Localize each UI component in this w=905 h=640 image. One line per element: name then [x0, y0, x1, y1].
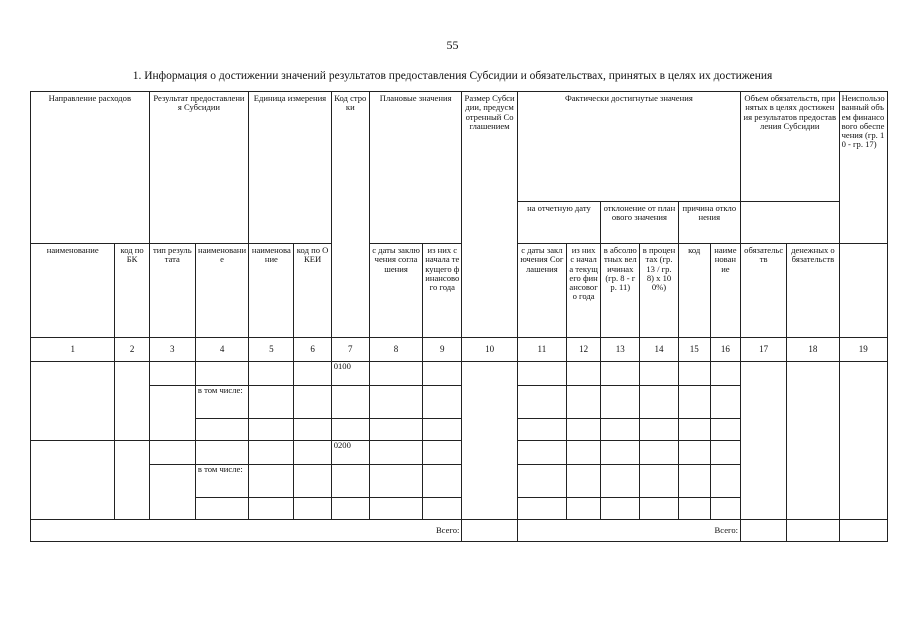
total-label-right: Всего:	[517, 520, 740, 542]
header-actual: Фактически достигнутые значения	[517, 92, 740, 202]
actual-current-year-cell[interactable]	[567, 386, 601, 419]
column-number: 14	[640, 338, 678, 362]
total-monetary-obligations-cell[interactable]	[787, 520, 839, 542]
header-unused: Неиспользованный объем финансового обеспечения (гр. 10 - гр. 17)	[839, 92, 887, 244]
total-label-left: Всего:	[31, 520, 462, 542]
unit-name-cell[interactable]	[249, 386, 294, 419]
result-type-cell[interactable]	[149, 386, 195, 441]
column-number: 4	[195, 338, 248, 362]
page-number: 55	[446, 38, 459, 52]
including-label: в том числе:	[195, 386, 248, 419]
total-subsidy-cell[interactable]	[462, 520, 517, 542]
totals-row	[31, 520, 888, 542]
planned-current-year-cell[interactable]	[423, 419, 462, 441]
actual-current-year-cell[interactable]	[567, 465, 601, 498]
line-code-cell[interactable]	[331, 465, 369, 498]
header-line-code: Код строки	[331, 92, 369, 338]
direction-name-cell[interactable]	[31, 362, 115, 441]
unused-amount-cell[interactable]	[839, 362, 887, 520]
unit-name-cell[interactable]	[249, 465, 294, 498]
okei-code-cell[interactable]	[294, 441, 331, 465]
line-code-cell: 0200	[331, 441, 369, 465]
column-number: 3	[149, 338, 195, 362]
reason-code-cell[interactable]	[678, 386, 710, 419]
total-unused-cell[interactable]	[839, 520, 887, 542]
planned-current-year-cell[interactable]	[423, 465, 462, 498]
deviation-percent-cell[interactable]	[640, 419, 678, 441]
planned-since-agreement-cell[interactable]	[369, 419, 422, 441]
column-number: 17	[741, 338, 787, 362]
planned-since-agreement-cell[interactable]	[369, 465, 422, 498]
subheader-col-3: тип результата	[149, 244, 195, 338]
unit-name-cell[interactable]	[249, 419, 294, 441]
column-number: 5	[249, 338, 294, 362]
subheader-col-9: из них с начала текущего финансового года	[423, 244, 462, 338]
reason-code-cell[interactable]	[678, 362, 710, 386]
header-reporting-date: на отчетную дату	[517, 202, 600, 244]
header-planned: Плановые значения	[369, 92, 462, 244]
header-row-columns	[31, 244, 888, 338]
deviation-absolute-cell[interactable]	[601, 419, 640, 441]
line-code-cell[interactable]	[331, 498, 369, 520]
deviation-percent-cell[interactable]	[640, 386, 678, 419]
actual-since-agreement-cell[interactable]	[517, 465, 566, 498]
subheader-col-17: обязательств	[741, 244, 787, 338]
column-number: 11	[517, 338, 566, 362]
column-number: 2	[115, 338, 149, 362]
reason-name-cell[interactable]	[710, 362, 740, 386]
planned-current-year-cell[interactable]	[423, 498, 462, 520]
okei-code-cell[interactable]	[294, 386, 331, 419]
okei-code-cell[interactable]	[294, 498, 331, 520]
subheader-col-15: код	[678, 244, 710, 338]
subheader-col-19	[839, 244, 887, 338]
result-name-cell[interactable]	[195, 362, 248, 386]
result-type-cell[interactable]	[149, 441, 195, 465]
deviation-percent-cell[interactable]	[640, 465, 678, 498]
subheader-col-1: наименование	[31, 244, 115, 338]
header-reason: причина отклонения	[678, 202, 740, 244]
header-row-main	[31, 92, 888, 202]
subheader-col-16: наименование	[710, 244, 740, 338]
line-code-cell[interactable]	[331, 419, 369, 441]
result-name-cell[interactable]	[195, 441, 248, 465]
deviation-absolute-cell[interactable]	[601, 386, 640, 419]
column-number-row	[31, 338, 888, 362]
reason-name-cell[interactable]	[710, 441, 740, 465]
column-number: 16	[710, 338, 740, 362]
deviation-percent-cell[interactable]	[640, 498, 678, 520]
actual-current-year-cell[interactable]	[567, 362, 601, 386]
monetary-obligations-cell[interactable]	[787, 362, 839, 520]
planned-since-agreement-cell[interactable]	[369, 441, 422, 465]
document-title: 1. Информация о достижении значений результатов предоставления Субсидии и обязательствах, принятых в целях их достижения	[132, 70, 773, 82]
subheader-col-13: в абсолютных величинах (гр. 8 - гр. 11)	[601, 244, 640, 338]
planned-since-agreement-cell[interactable]	[369, 362, 422, 386]
subheader-col-12: из них с начала текущего финансового года	[567, 244, 601, 338]
actual-since-agreement-cell[interactable]	[517, 362, 566, 386]
header-subsidy-size: Размер Субсидии, предусмотренный Соглашением	[462, 92, 517, 338]
subheader-col-5: наименование	[249, 244, 294, 338]
column-number: 6	[294, 338, 331, 362]
reason-name-cell[interactable]	[710, 498, 740, 520]
result-name-cell[interactable]	[195, 498, 248, 520]
actual-current-year-cell[interactable]	[567, 441, 601, 465]
okei-code-cell[interactable]	[294, 362, 331, 386]
deviation-percent-cell[interactable]	[640, 441, 678, 465]
planned-current-year-cell[interactable]	[423, 362, 462, 386]
report-table	[30, 91, 888, 542]
planned-current-year-cell[interactable]	[423, 441, 462, 465]
total-obligations-cell[interactable]	[741, 520, 787, 542]
column-number: 9	[423, 338, 462, 362]
planned-since-agreement-cell[interactable]	[369, 498, 422, 520]
column-number: 7	[331, 338, 369, 362]
unit-name-cell[interactable]	[249, 498, 294, 520]
column-number: 15	[678, 338, 710, 362]
reason-code-cell[interactable]	[678, 498, 710, 520]
actual-since-agreement-cell[interactable]	[517, 419, 566, 441]
reason-code-cell[interactable]	[678, 465, 710, 498]
column-number: 12	[567, 338, 601, 362]
header-obligations: Объем обязательств, принятых в целях достижения результатов предоставления Субсидии	[741, 92, 840, 202]
header-deviation: отклонение от планового значения	[601, 202, 678, 244]
budget-code-cell[interactable]	[115, 362, 149, 441]
subheader-col-4: наименование	[195, 244, 248, 338]
column-number: 8	[369, 338, 422, 362]
actual-since-agreement-cell[interactable]	[517, 386, 566, 419]
table-row	[31, 362, 888, 386]
actual-since-agreement-cell[interactable]	[517, 498, 566, 520]
actual-since-agreement-cell[interactable]	[517, 441, 566, 465]
line-code-cell[interactable]	[331, 386, 369, 419]
okei-code-cell[interactable]	[294, 465, 331, 498]
unit-name-cell[interactable]	[249, 441, 294, 465]
subheader-col-8: с даты заключения соглашения	[369, 244, 422, 338]
obligations-cell[interactable]	[741, 362, 787, 520]
header-unit: Единица измерения	[249, 92, 331, 244]
header-direction: Направление расходов	[31, 92, 150, 244]
deviation-absolute-cell[interactable]	[601, 362, 640, 386]
reason-code-cell[interactable]	[678, 419, 710, 441]
deviation-absolute-cell[interactable]	[601, 441, 640, 465]
direction-name-cell[interactable]	[31, 441, 115, 520]
header-obligations-blank	[741, 202, 840, 244]
budget-code-cell[interactable]	[115, 441, 149, 520]
result-type-cell[interactable]	[149, 465, 195, 520]
column-number: 13	[601, 338, 640, 362]
header-result: Результат предоставления Субсидии	[149, 92, 249, 244]
reason-code-cell[interactable]	[678, 441, 710, 465]
deviation-absolute-cell[interactable]	[601, 498, 640, 520]
reason-name-cell[interactable]	[710, 465, 740, 498]
subheader-col-2: код по БК	[115, 244, 149, 338]
column-number: 18	[787, 338, 839, 362]
column-number: 10	[462, 338, 517, 362]
actual-current-year-cell[interactable]	[567, 419, 601, 441]
column-number: 1	[31, 338, 115, 362]
subheader-col-18: денежных обязательств	[787, 244, 839, 338]
result-type-cell[interactable]	[149, 362, 195, 386]
unit-name-cell[interactable]	[249, 362, 294, 386]
okei-code-cell[interactable]	[294, 419, 331, 441]
subheader-col-6: код по ОКЕИ	[294, 244, 331, 338]
subheader-col-11: с даты заключения Соглашения	[517, 244, 566, 338]
result-name-cell[interactable]	[195, 419, 248, 441]
column-number: 19	[839, 338, 887, 362]
reason-name-cell[interactable]	[710, 419, 740, 441]
deviation-absolute-cell[interactable]	[601, 465, 640, 498]
subheader-col-14: в процентах (гр. 13 / гр. 8) x 100%)	[640, 244, 678, 338]
including-label: в том числе:	[195, 465, 248, 498]
planned-since-agreement-cell[interactable]	[369, 386, 422, 419]
subsidy-size-cell[interactable]	[462, 362, 517, 520]
deviation-percent-cell[interactable]	[640, 362, 678, 386]
reason-name-cell[interactable]	[710, 386, 740, 419]
planned-current-year-cell[interactable]	[423, 386, 462, 419]
line-code-cell: 0100	[331, 362, 369, 386]
actual-current-year-cell[interactable]	[567, 498, 601, 520]
